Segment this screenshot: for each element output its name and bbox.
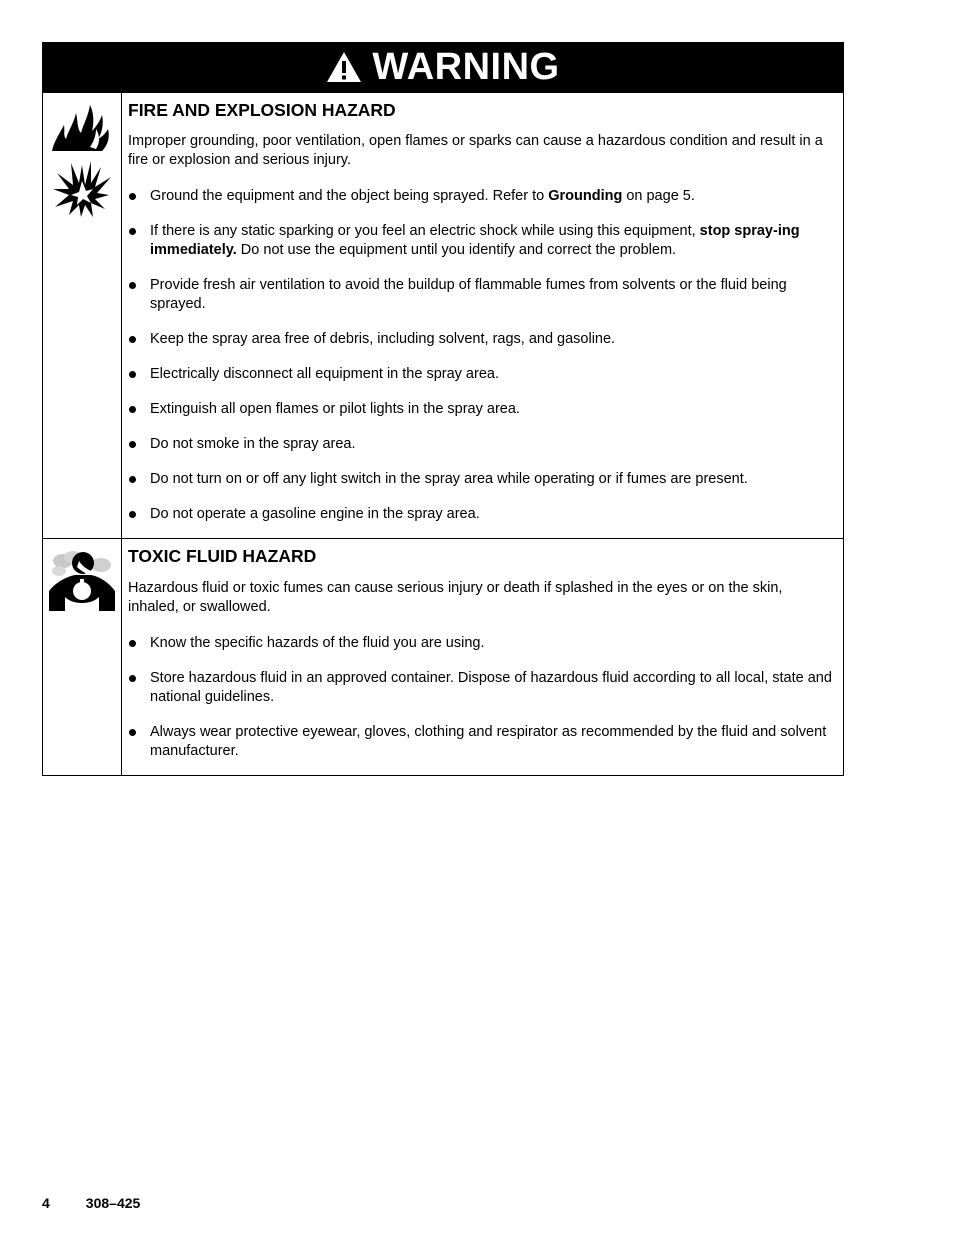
- toxic-hazard-title: TOXIC FLUID HAZARD: [128, 546, 317, 567]
- toxic-hazard-intro: Hazardous fluid or toxic fumes can cause serious injury or death if splashed in the eyes or on the skin, inhaled, or swallowed.: [128, 579, 783, 615]
- page-footer: [42, 1195, 140, 1211]
- list-item: Keep the spray area free of debris, including solvent, rags, and gasoline.: [128, 330, 833, 349]
- list-item: Ground the equipment and the object being sprayed. Refer to Grounding on page 5.: [128, 187, 833, 206]
- explosion-icon: [51, 159, 113, 219]
- warning-triangle-icon: [326, 51, 362, 83]
- list-item: Do not smoke in the spray area.: [128, 435, 833, 454]
- document-number: 308–425: [85, 1195, 141, 1211]
- flame-icon: [50, 103, 114, 153]
- fire-hazard-intro: Improper grounding, poor ventilation, open flames or sparks can cause a hazardous condition and result in a fire or explosion and serious injury.: [128, 133, 823, 169]
- fire-hazard-text: [122, 93, 843, 538]
- fire-hazard-title: FIRE AND EXPLOSION HAZARD: [128, 100, 396, 120]
- list-item: If there is any static sparking or you feel an electric shock while using this equipment, stop spray-ing immediately. Do not use the equipment until you identify and correct the problem.: [128, 222, 833, 260]
- grounding-reference: Grounding: [548, 188, 623, 205]
- page-number: 4: [42, 1195, 50, 1211]
- list-item: Know the specific hazards of the fluid you are using.: [128, 634, 833, 653]
- list-item: Store hazardous fluid in an approved container. Dispose of hazardous fluid according to all local, state and national guidelines.: [128, 669, 833, 707]
- warning-header: [43, 43, 843, 92]
- toxic-hazard-text: [122, 539, 843, 774]
- fire-hazard-section: [43, 92, 843, 538]
- fire-hazard-list: [128, 187, 833, 524]
- list-item: Always wear protective eyewear, gloves, clothing and respirator as recommended by the fluid and solvent manufacturer.: [128, 723, 833, 761]
- list-item: Do not turn on or off any light switch in the spray area while operating or if fumes are present.: [128, 470, 833, 489]
- list-item: Do not operate a gasoline engine in the spray area.: [128, 505, 833, 524]
- toxic-hazard-icons: [43, 539, 122, 774]
- list-item: Electrically disconnect all equipment in the spray area.: [128, 365, 833, 384]
- toxic-fumes-icon: [49, 549, 115, 613]
- warning-box: [42, 42, 844, 776]
- warning-title: WARNING: [372, 46, 560, 88]
- stop-spraying-emphasis: stop spray-ing immediately.: [150, 223, 800, 259]
- list-item: Provide fresh air ventilation to avoid the buildup of flammable fumes from solvents or the fluid being sprayed.: [128, 276, 833, 314]
- toxic-hazard-list: [128, 634, 833, 761]
- fire-hazard-icons: [43, 93, 122, 538]
- toxic-hazard-section: [43, 538, 843, 774]
- list-item: Extinguish all open flames or pilot lights in the spray area.: [128, 400, 833, 419]
